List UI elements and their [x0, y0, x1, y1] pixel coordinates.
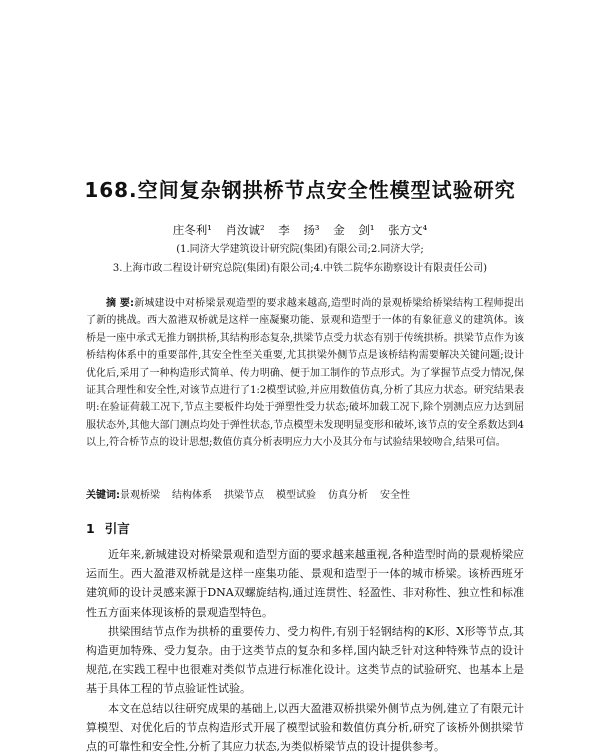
body-paragraph: 拱梁围结节点作为拱桥的重要传力、受力构件,有别于轻钢结构的K形、X形等节点,其构造更加特殊、受力复杂。由于这类节点的复杂和多样,国内缺乏针对这种特殊节点的设计规范,在实践工程中也很难对类似节点进行标准化设计。这类节点的试验研究、也基本上是基于具体工程的节点验证性试验。 [86, 624, 524, 696]
paper-title: 168.空间复杂钢拱桥节点安全性模型试验研究 [84, 178, 516, 202]
keywords-label: 关键词: [86, 490, 120, 501]
section-title: 引言 [104, 521, 130, 536]
abstract [86, 295, 524, 452]
keyword: 模型试验 [276, 490, 316, 501]
keyword: 安全性 [380, 490, 410, 501]
author-list: 庄冬利¹ 肖汝诚² 李 扬³ 金 剑¹ 张方文⁴ [172, 223, 428, 237]
keyword: 结构体系 [172, 490, 212, 501]
abstract-text: 新城建设中对桥梁景观造型的要求越来越高,造型时尚的景观桥梁给桥梁结构工程师提出了新的挑战。西大盈港双桥就是这样一座凝聚功能、景观和造型于一体的有象征意义的建筑体。该桥是一座中承式无推力钢拱桥,其结构形态复杂,拱梁节点受力状态有别于传统拱桥。拱梁节点作为该桥结构体系中的重要部件,其安全性至关重要,尤其拱梁外侧节点是该桥结构需要解决关键问题;设计优化后,采用了一种构造形式简单、传力明确、便于加工制作的节点形式。为了掌握节点受力情况,保证其合理性和安全性,对该节点进行了1:2模型试验,并应用数值仿真,分析了其应力状态。研究结果表明:在验证荷载工况下,节点主要板件均处于弹塑性受力状态;破坏加载工况下,除个别测点应力达到屈服状态外,其他大部门测点均处于弹性状态,节点模型未发现明显变形和破坏,该节点的安全系数达到4以上,符合桥节点的设计思想;数值仿真分析表明应力大小及其分布与试验结果较吻合,结果可信。 [86, 298, 524, 449]
body-text [86, 545, 524, 756]
section-heading [86, 519, 130, 537]
keyword: 拱梁节点 [224, 490, 264, 501]
body-paragraph: 近年来,新城建设对桥梁景观和造型方面的要求越来越重视,各种造型时尚的景观桥梁应运而生。西大盈港双桥就是这样一座集功能、景观和造型于一体的城市桥梁。该桥西班牙建筑师的设计灵感来源于DNA双螺旋结构,通过连贯性、轻盈性、非对称性、独立性和标准性五方面来体现该桥的景观造型特色。 [86, 548, 524, 619]
keyword: 仿真分析 [328, 490, 368, 501]
affiliation-line-1: (1.同济大学建筑设计研究院(集团)有限公司;2.同济大学; [176, 244, 424, 255]
keyword: 景观桥梁 [120, 490, 160, 501]
keywords [86, 486, 524, 501]
affiliation-line-2: 3.上海市政二程设计研究总院(集团)有限公司;4.中铁二院华东勘察设计有限责任公司) [112, 263, 488, 274]
abstract-label: 摘 要: [106, 298, 135, 309]
body-paragraph: 本文在总结以往研究成果的基础上,以西大盈港双桥拱梁外侧节点为例,建立了有限元计算模型、对优化后的节点构造形式开展了模型试验和数值仿真分析,研究了该桥外侧拱梁节点的可靠性和安全性,分析了其应力状态,为类似桥梁节点的设计提供参考。 [86, 701, 524, 754]
section-number: 1 [86, 521, 95, 536]
